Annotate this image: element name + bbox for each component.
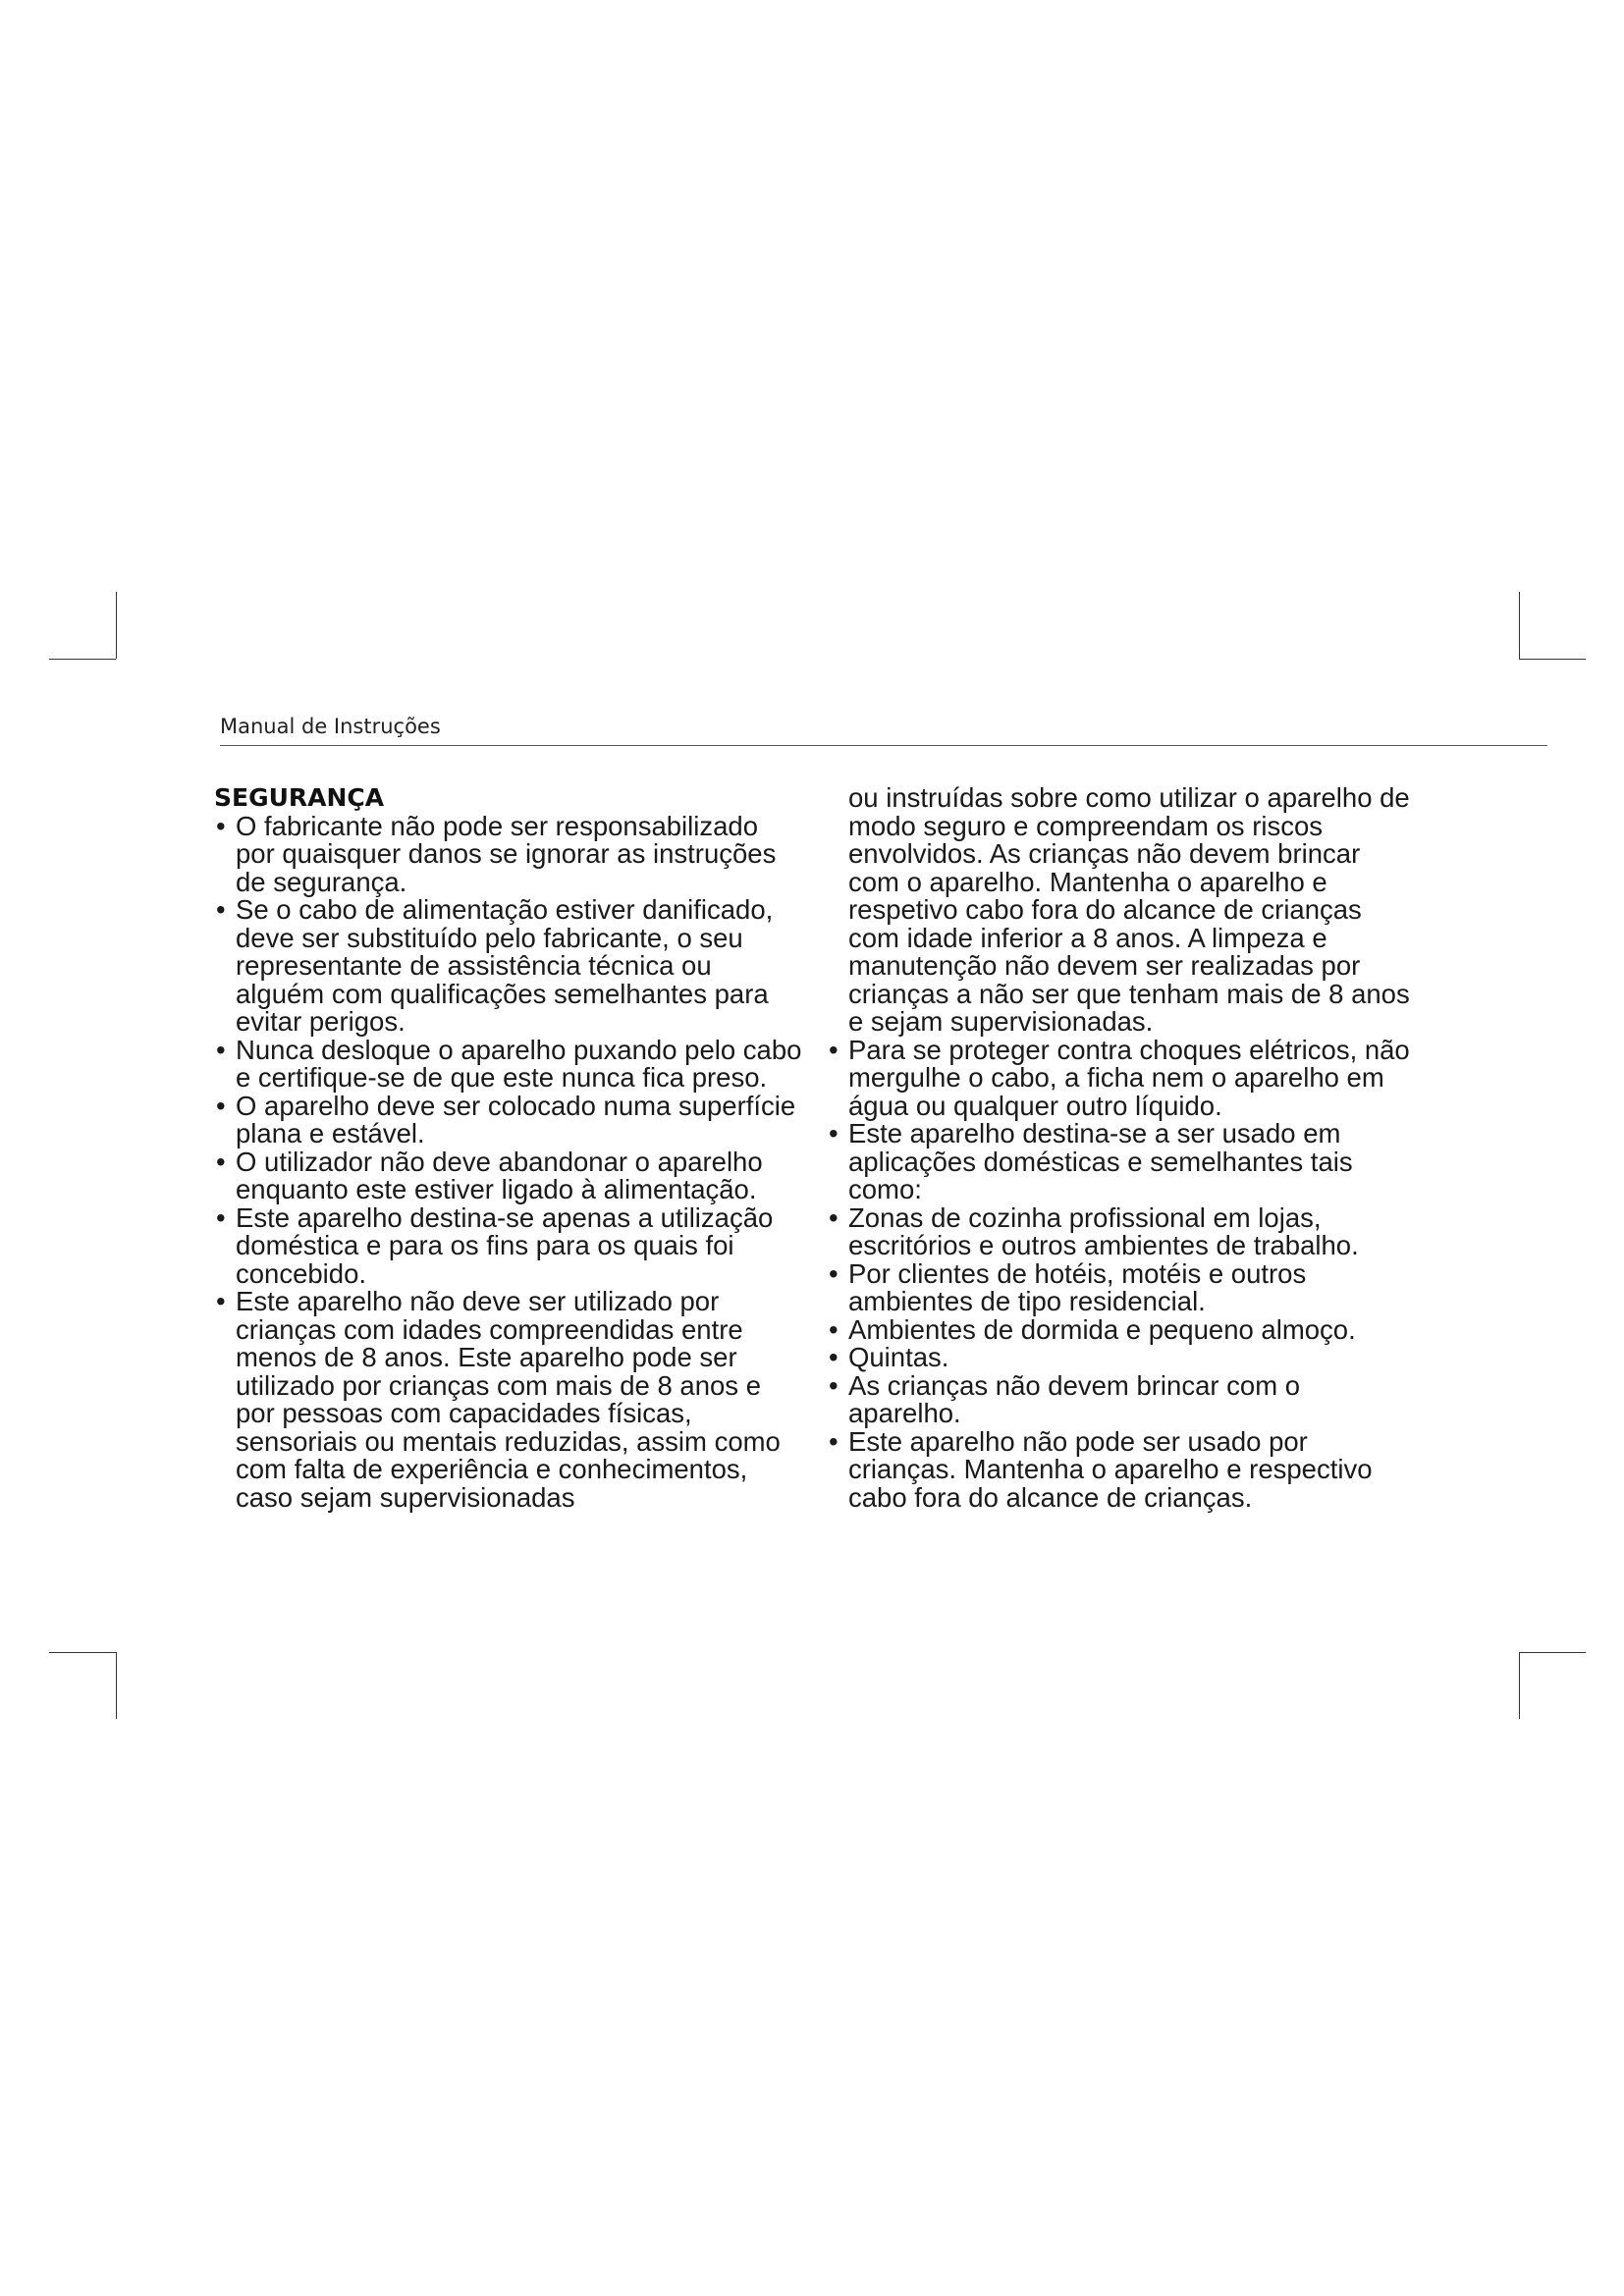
- list-item: • O aparelho deve ser colocado numa superfície plana e estável.: [214, 1093, 803, 1148]
- list-item: • Para se proteger contra choques elétricos, não mergulhe o cabo, a ficha nem o aparelho em água ou qualquer outro líquido.: [827, 1037, 1416, 1121]
- list-item: • Quintas.: [827, 1344, 1416, 1372]
- right-column: [827, 784, 1416, 1512]
- header-divider: [220, 745, 1547, 746]
- list-item: • Zonas de cozinha profissional em lojas, escritórios e outros ambientes de trabalho.: [827, 1204, 1416, 1260]
- list-item: • Este aparelho destina-se apenas a utilização doméstica e para os fins para os quais foi concebido.: [214, 1204, 803, 1289]
- crop-mark-bottom-right: [1519, 1652, 1586, 1653]
- page-header: Manual de Instruções: [220, 715, 441, 738]
- continued-paragraph: ou instruídas sobre como utilizar o aparelho de modo seguro e compreendam os riscos envolvidos. As crianças não devem brincar com o aparelho. Mantenha o aparelho e respetivo cabo fora do alcance de crianças com idade inferior a 8 anos. A limpeza e manutenção não devem ser realizadas por crianças a não ser que tenham mais de 8 anos e sejam supervisionadas.: [848, 782, 1410, 1037]
- crop-mark-top-left: [49, 659, 116, 660]
- crop-mark-bottom-right: [1519, 1652, 1520, 1719]
- list-item: • Nunca desloque o aparelho puxando pelo cabo e certifique-se de que este nunca fica preso.: [214, 1037, 803, 1093]
- list-item: • O utilizador não deve abandonar o aparelho enquanto este estiver ligado à alimentação.: [214, 1148, 803, 1204]
- crop-mark-top-right: [1519, 659, 1586, 660]
- section-title: SEGURANÇA: [214, 783, 385, 812]
- list-item: • As crianças não devem brincar com o aparelho.: [827, 1372, 1416, 1428]
- list-item: • Este aparelho não deve ser utilizado por crianças com idades compreendidas entre menos de 8 anos. Este aparelho pode ser utilizado por crianças com mais de 8 anos e por pessoas com capacidades físicas, sensoriais ou mentais reduzidas, assim como com falta de experiência e conhecimentos, caso sejam supervisionadas: [214, 1288, 803, 1512]
- list-item: • Este aparelho não pode ser usado por crianças. Mantenha o aparelho e respectivo cabo fora do alcance de crianças.: [827, 1428, 1416, 1513]
- safety-list-right: [827, 1034, 1416, 1513]
- list-item: • O fabricante não pode ser responsabilizado por quaisquer danos se ignorar as instruções de segurança.: [214, 813, 803, 897]
- crop-mark-bottom-left: [49, 1652, 116, 1653]
- list-item: • Se o cabo de alimentação estiver danificado, deve ser substituído pelo fabricante, o seu representante de assistência técnica ou alguém com qualificações semelhantes para evitar perigos.: [214, 896, 803, 1037]
- crop-mark-top-left: [116, 592, 117, 659]
- left-column: [214, 784, 803, 1512]
- crop-mark-bottom-left: [116, 1652, 117, 1719]
- safety-list-left: [214, 810, 803, 1513]
- list-item: • Ambientes de dormida e pequeno almoço.: [827, 1316, 1416, 1345]
- list-item: • Por clientes de hotéis, motéis e outros ambientes de tipo residencial.: [827, 1260, 1416, 1316]
- list-item: • Este aparelho destina-se a ser usado em aplicações domésticas e semelhantes tais como:: [827, 1120, 1416, 1204]
- crop-mark-top-right: [1519, 592, 1520, 659]
